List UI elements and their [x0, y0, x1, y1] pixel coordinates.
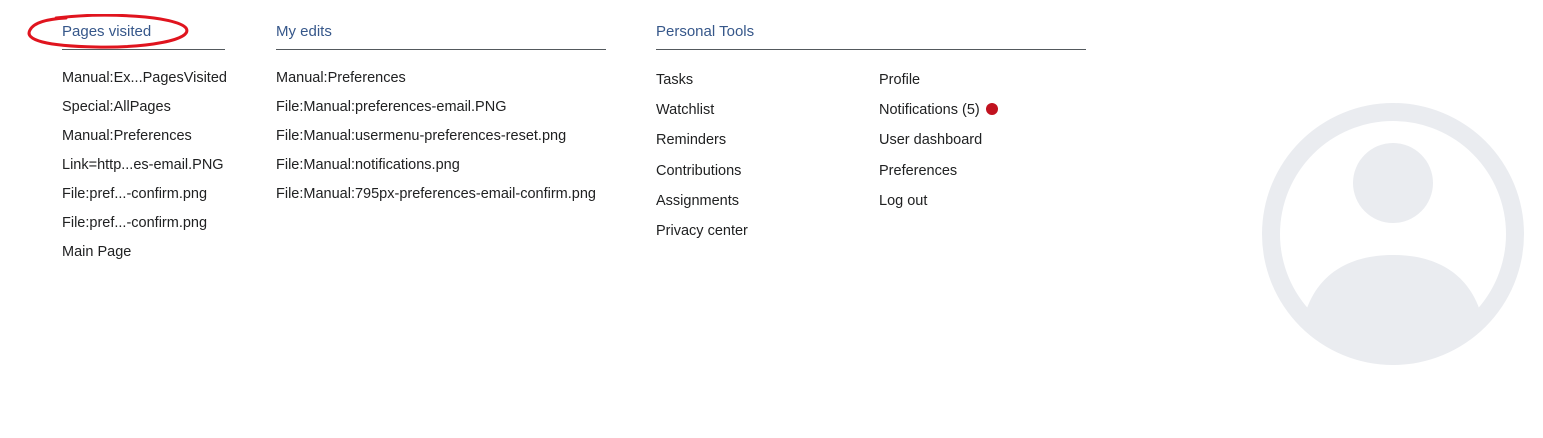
my-edits-list	[276, 68, 606, 213]
my-edits-link[interactable]: Manual:Preferences	[276, 70, 406, 86]
notifications-link[interactable]: Notifications (5)	[879, 102, 980, 119]
pages-visited-link[interactable]: Manual:Ex...PagesVisited	[62, 70, 227, 86]
log-out-link[interactable]: Log out	[879, 192, 928, 209]
personal-tools-section	[656, 18, 1086, 239]
my-edits-link[interactable]: File:Manual:preferences-email.PNG	[276, 99, 507, 115]
pages-visited-link[interactable]: File:pref...-confirm.png	[62, 215, 208, 231]
red-dot-icon	[986, 103, 998, 115]
my-edits-section	[276, 18, 606, 213]
profile-link[interactable]: Profile	[879, 72, 921, 88]
personal-tools-left-list	[656, 70, 748, 251]
pages-visited-section	[62, 18, 225, 271]
user-dashboard-link[interactable]: User dashboard	[879, 132, 983, 149]
tasks-link[interactable]: Tasks	[656, 72, 694, 88]
assignments-link[interactable]: Assignments	[656, 192, 740, 209]
pages-visited-link[interactable]: Main Page	[62, 244, 132, 260]
pages-visited-list	[62, 68, 225, 271]
watchlist-link[interactable]: Watchlist	[656, 102, 715, 119]
pages-visited-header: Pages visited	[62, 18, 225, 50]
pages-visited-link[interactable]: Manual:Preferences	[62, 128, 192, 144]
notifications-item[interactable]	[879, 100, 998, 130]
preferences-link[interactable]: Preferences	[879, 162, 958, 179]
my-edits-link[interactable]: File:Manual:795px-preferences-email-confirm.png	[276, 186, 596, 202]
personal-tools-right-list	[879, 70, 998, 221]
pages-visited-link[interactable]: Link=http...es-email.PNG	[62, 157, 224, 173]
my-edits-link[interactable]: File:Manual:usermenu-preferences-reset.png	[276, 128, 567, 144]
user-avatar-icon	[1262, 103, 1524, 365]
pages-visited-link[interactable]: Special:AllPages	[62, 99, 171, 115]
my-edits-link[interactable]: File:Manual:notifications.png	[276, 157, 460, 173]
pages-visited-link[interactable]: File:pref...-confirm.png	[62, 186, 208, 202]
contributions-link[interactable]: Contributions	[656, 162, 742, 179]
my-edits-header: My edits	[276, 18, 606, 50]
privacy-center-link[interactable]: Privacy center	[656, 222, 748, 239]
reminders-link[interactable]: Reminders	[656, 132, 727, 149]
personal-tools-header: Personal Tools	[656, 18, 1086, 50]
